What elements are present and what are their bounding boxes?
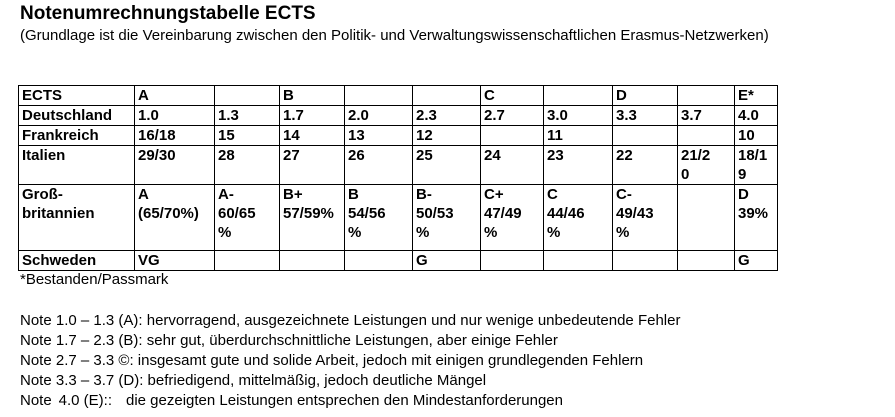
table-cell: 23 [544,146,613,185]
table-cell: D [613,86,678,106]
table-cell: 3.3 [613,106,678,126]
table-cell [544,251,613,271]
table-cell: 2.3 [413,106,481,126]
table-cell [481,251,544,271]
table-cell: G [735,251,778,271]
note-line: Note 2.7 – 3.3 ©: insgesamt gute und solide Arbeit, jedoch mit einigen grundlegenden Fehlern [20,352,644,369]
table-cell: 1.0 [135,106,215,126]
table-cell: 26 [345,146,413,185]
table-row [19,86,778,106]
table-cell: B+ 57/59% [280,185,345,251]
table-cell: B 54/56 % [345,185,413,251]
row-header-cell: ECTS [19,86,135,106]
table-row [19,126,778,146]
table-cell [678,86,735,106]
table-cell [613,251,678,271]
table-cell: 14 [280,126,345,146]
table-row [19,106,778,126]
table-cell [215,251,280,271]
table-cell [345,251,413,271]
table-cell: 16/18 [135,126,215,146]
row-header-cell: Italien [19,146,135,185]
row-header-cell: Deutschland [19,106,135,126]
table-cell [678,185,735,251]
table-cell: B- 50/53 % [413,185,481,251]
row-header-cell: Frankreich [19,126,135,146]
document-title: Notenumrechnungstabelle ECTS [20,3,316,24]
table-cell: C- 49/43 % [613,185,678,251]
table-cell: C [481,86,544,106]
table-cell: 1.3 [215,106,280,126]
table-cell: 21/2 0 [678,146,735,185]
table-cell: C 44/46 % [544,185,613,251]
table-row [19,185,778,251]
table-cell: 12 [413,126,481,146]
table-cell: 25 [413,146,481,185]
table-cell: 28 [215,146,280,185]
table-row [19,146,778,185]
note-description: die gezeigten Leistungen entsprechen den Mindestanforderungen [126,392,563,409]
table-cell: C+ 47/49 % [481,185,544,251]
table-cell [544,86,613,106]
table-cell: 27 [280,146,345,185]
table-cell: VG [135,251,215,271]
table-cell: 22 [613,146,678,185]
table-cell: 3.0 [544,106,613,126]
table-cell [280,251,345,271]
table-cell: 2.0 [345,106,413,126]
table-cell [215,86,280,106]
table-cell: D 39% [735,185,778,251]
table-cell: 11 [544,126,613,146]
note-line: Note 1.7 – 2.3 (B): sehr gut, überdurchschnittliche Leistungen, aber einige Fehler [20,332,558,349]
table-cell [413,86,481,106]
table-cell: 13 [345,126,413,146]
table-cell: G [413,251,481,271]
grade-conversion-table [18,85,778,271]
table-cell [678,126,735,146]
row-header-cell: Schweden [19,251,135,271]
table-cell: B [280,86,345,106]
table-cell: 2.7 [481,106,544,126]
table-cell [678,251,735,271]
table-cell: A- 60/65 % [215,185,280,251]
table-cell: 4.0 [735,106,778,126]
table-cell: A (65/70%) [135,185,215,251]
table-cell: A [135,86,215,106]
note-line: Note 1.0 – 1.3 (A): hervorragend, ausgezeichnete Leistungen und nur wenige unbedeutende Fehler [20,312,681,329]
note-label: Note [20,392,52,409]
row-header-cell: Groß- britannien [19,185,135,251]
table-footnote: *Bestanden/Passmark [20,271,169,288]
document-subtitle: (Grundlage ist die Vereinbarung zwischen den Politik- und Verwaltungswissenschaftlichen Erasmus-Netzwerken) [20,27,769,44]
table-cell: 24 [481,146,544,185]
table-cell: 10 [735,126,778,146]
table-cell: 15 [215,126,280,146]
table-cell [481,126,544,146]
table-cell: E* [735,86,778,106]
table-cell: 18/1 9 [735,146,778,185]
note-line: Note 3.3 – 3.7 (D): befriedigend, mittelmäßig, jedoch deutliche Mängel [20,372,487,389]
table-cell [345,86,413,106]
table-cell: 1.7 [280,106,345,126]
table-cell: 29/30 [135,146,215,185]
table-cell: 3.7 [678,106,735,126]
note-grade: 4.0 (E):: [58,392,112,409]
grade-notes [20,311,680,411]
table-row [19,251,778,271]
table-cell [613,126,678,146]
note-line-last [20,391,680,411]
